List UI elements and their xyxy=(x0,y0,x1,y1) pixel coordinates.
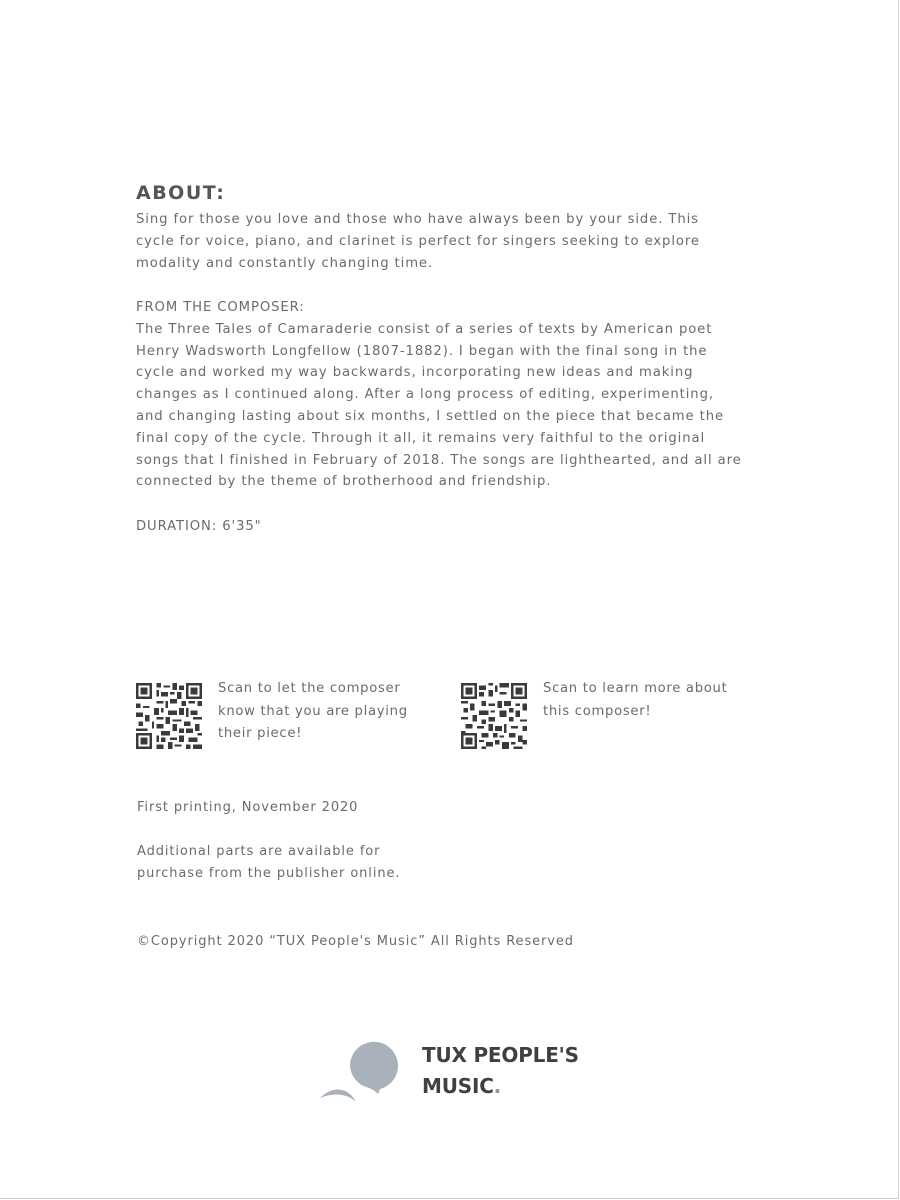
composer-line: cycle and worked my way backwards, incorporating new ideas and making xyxy=(136,365,694,381)
composer-line: and changing lasting about six months, I settled on the piece that became the xyxy=(136,408,724,424)
logo-dot: . xyxy=(493,1074,502,1098)
qr-left-caption-line: Scan to let the composer xyxy=(218,681,401,696)
composer-line: final copy of the cycle. Through it all, it remains very faithful to the original xyxy=(136,430,706,446)
about-line: modality and constantly changing time. xyxy=(136,255,434,271)
additional-line: Additional parts are available for xyxy=(137,844,381,859)
about-paragraph xyxy=(136,209,700,274)
qr-left-caption-line: their piece! xyxy=(218,726,303,741)
composer-line: Henry Wadsworth Longfellow (1807-1882). I began with the final song in the xyxy=(136,343,708,359)
about-line: cycle for voice, piano, and clarinet is perfect for singers seeking to explore xyxy=(136,233,700,249)
logo-line-1: TUX PEOPLE'S xyxy=(422,1043,579,1067)
copyright-notice: ©Copyright 2020 “TUX People's Music” All Rights Reserved xyxy=(137,934,574,949)
qr-right-caption xyxy=(543,678,727,723)
additional-parts-note xyxy=(137,841,400,885)
qr-code-icon[interactable] xyxy=(136,683,202,749)
composer-section xyxy=(136,297,742,493)
composer-line: connected by the theme of brotherhood and friendship. xyxy=(136,474,552,490)
duration: DURATION: 6'35" xyxy=(136,519,262,534)
qr-left-caption-line: know that you are playing xyxy=(218,703,408,719)
composer-line: songs that I finished in February of 2018. The songs are lighthearted, and all are xyxy=(136,452,742,468)
logo-word: MUSIC xyxy=(422,1074,494,1098)
composer-line: changes as I continued along. After a long process of editing, experimenting, xyxy=(136,387,714,403)
qr-right-caption-line: Scan to learn more about xyxy=(543,681,728,696)
composer-heading: FROM THE COMPOSER: xyxy=(136,300,305,315)
printing-note: First printing, November 2020 xyxy=(137,800,359,815)
about-heading: ABOUT: xyxy=(136,182,226,204)
qr-left-caption xyxy=(218,678,408,746)
additional-line: purchase from the publisher online. xyxy=(137,866,401,881)
qr-right-caption-line: this composer! xyxy=(543,703,652,719)
about-line: Sing for those you love and those who have always been by your side. This xyxy=(136,212,699,227)
logo-line-2 xyxy=(422,1071,579,1102)
qr-code-icon[interactable] xyxy=(461,683,527,749)
publisher-logo-icon xyxy=(318,1032,410,1108)
publisher-logo-text xyxy=(422,1040,579,1102)
composer-line: The Three Tales of Camaraderie consist of a series of texts by American poet xyxy=(136,321,713,337)
